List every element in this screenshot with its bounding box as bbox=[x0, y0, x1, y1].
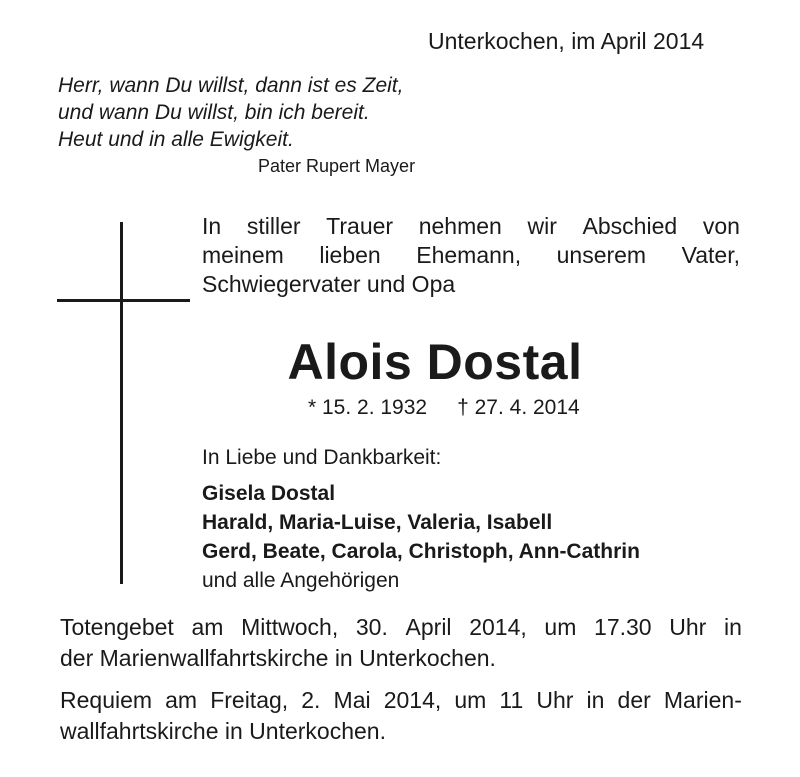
word: Totengebet bbox=[60, 614, 174, 640]
word: Ehemann, bbox=[416, 242, 522, 268]
quote-line: Herr, wann Du willst, dann ist es Zeit, bbox=[58, 74, 404, 97]
death-date: † 27. 4. 2014 bbox=[457, 396, 580, 419]
word: wir bbox=[527, 213, 557, 239]
deceased-name: Alois Dostal bbox=[287, 334, 583, 390]
cross-icon bbox=[120, 222, 123, 584]
mourner-line: Gerd, Beate, Carola, Christoph, Ann-Cathrin bbox=[202, 540, 640, 563]
requiem-line-1 bbox=[60, 685, 742, 716]
place-date: Unterkochen, im April 2014 bbox=[428, 28, 705, 54]
word: lieben bbox=[319, 242, 381, 268]
word: Uhr bbox=[669, 614, 707, 640]
intro-line-3: Schwiegervater und Opa bbox=[202, 271, 456, 297]
word: um bbox=[454, 687, 487, 713]
mourner-line: Harald, Maria-Luise, Valeria, Isabell bbox=[202, 511, 553, 534]
birth-date: * 15. 2. 1932 bbox=[308, 396, 428, 419]
prayer-line-2: der Marienwallfahrtskirche in Unterkochen. bbox=[60, 645, 496, 671]
mourners-heading: In Liebe und Dankbarkeit: bbox=[202, 446, 442, 469]
word: meinem bbox=[202, 242, 284, 268]
word: Freitag, bbox=[210, 687, 289, 713]
word: 11 bbox=[499, 687, 524, 713]
word: Uhr bbox=[536, 687, 574, 713]
quote-block bbox=[58, 72, 403, 153]
requiem-notice bbox=[60, 685, 742, 747]
word: Abschied bbox=[582, 213, 678, 239]
prayer-notice bbox=[60, 612, 742, 674]
quote-line: Heut und in alle Ewigkeit. bbox=[58, 128, 294, 151]
prayer-line-1 bbox=[60, 612, 742, 643]
word: in bbox=[723, 614, 742, 640]
word: Mai bbox=[333, 687, 371, 713]
word: der bbox=[617, 687, 651, 713]
word: 30. bbox=[355, 614, 388, 640]
mourner-line: Gisela Dostal bbox=[202, 482, 336, 505]
word: Requiem bbox=[60, 687, 153, 713]
intro-text bbox=[202, 212, 740, 299]
word: Mittwoch, bbox=[241, 614, 339, 640]
word: unserem bbox=[556, 242, 647, 268]
requiem-line-2: wallfahrtskirche in Unterkochen. bbox=[60, 718, 386, 744]
word: April bbox=[405, 614, 452, 640]
word: von bbox=[702, 213, 740, 239]
cross-icon-bar bbox=[57, 299, 190, 302]
intro-line-1 bbox=[202, 212, 740, 241]
word: Vater, bbox=[681, 242, 740, 268]
intro-line-2 bbox=[202, 241, 740, 270]
word: In bbox=[202, 213, 222, 239]
quote-author: Pater Rupert Mayer bbox=[258, 156, 416, 176]
word: 2014, bbox=[383, 687, 442, 713]
word: am bbox=[165, 687, 198, 713]
word: am bbox=[191, 614, 224, 640]
word: 2. bbox=[301, 687, 321, 713]
quote-line: und wann Du willst, bin ich bereit. bbox=[58, 101, 370, 124]
mourners-list bbox=[202, 479, 640, 595]
mourners-closing: und alle Angehörigen bbox=[202, 569, 400, 592]
word: Trauer bbox=[326, 213, 394, 239]
word: stiller bbox=[246, 213, 301, 239]
word: Marien- bbox=[663, 687, 742, 713]
word: in bbox=[586, 687, 605, 713]
word: 2014, bbox=[469, 614, 527, 640]
word: 17.30 bbox=[594, 614, 652, 640]
life-dates bbox=[308, 396, 610, 420]
word: um bbox=[544, 614, 577, 640]
word: nehmen bbox=[418, 213, 502, 239]
